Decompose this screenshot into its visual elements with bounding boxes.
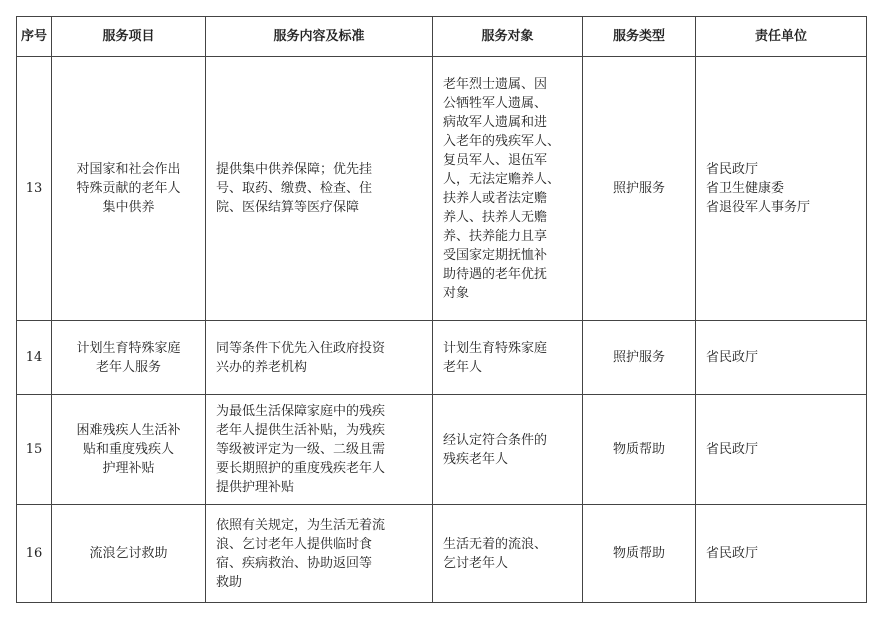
cell-line: 同等条件下优先入住政府投资 xyxy=(216,340,386,356)
cell-line: 老年烈士遗属、因 xyxy=(443,76,548,92)
cell-line: 省卫生健康委 xyxy=(706,181,785,196)
cell-line: 公牺牲军人遗属、 xyxy=(443,95,548,111)
cell-line: 计划生育特殊家庭 xyxy=(76,340,181,356)
service-item xyxy=(52,57,206,321)
service-item xyxy=(52,505,206,603)
cell-line: 生活无着的流浪、 xyxy=(443,536,548,552)
header-type: 服务类型 xyxy=(583,17,696,57)
cell-line: 老年人提供生活补贴，为残疾 xyxy=(216,423,386,438)
header-item: 服务项目 xyxy=(52,17,206,57)
row-number: 15 xyxy=(17,395,52,505)
cell-line: 计划生育特殊家庭 xyxy=(443,340,548,356)
service-content xyxy=(206,321,433,395)
service-type: 照护服务 xyxy=(583,57,696,321)
cell-line: 等级被评定为一级、二级且需 xyxy=(216,442,386,457)
cell-line: 病故军人遗属和进 xyxy=(443,114,548,130)
service-type: 照护服务 xyxy=(583,321,696,395)
service-target xyxy=(433,395,583,505)
cell-line: 特殊贡献的老年人 xyxy=(76,181,181,196)
cell-line: 老年人服务 xyxy=(95,359,161,375)
header-target: 服务对象 xyxy=(433,17,583,57)
cell-line: 省民政厅 xyxy=(706,442,759,457)
cell-line: 兴办的养老机构 xyxy=(216,359,308,375)
responsible-unit xyxy=(696,321,867,395)
header-no: 序号 xyxy=(17,17,52,57)
cell-line: 对国家和社会作出 xyxy=(76,162,181,177)
service-content xyxy=(206,505,433,603)
cell-line: 要长期照护的重度残疾老年人 xyxy=(216,461,386,476)
cell-line: 贴和重度残疾人 xyxy=(82,442,174,457)
cell-line: 号、取药、缴费、检查、住 xyxy=(216,181,373,196)
row-number: 14 xyxy=(17,321,52,395)
cell-line: 院、医保结算等医疗保障 xyxy=(216,200,360,215)
cell-line: 助待遇的老年优抚 xyxy=(443,266,548,282)
cell-line: 依照有关规定，为生活无着流 xyxy=(216,517,386,533)
cell-line: 流浪乞讨救助 xyxy=(89,546,168,561)
row-number: 13 xyxy=(17,57,52,321)
service-target xyxy=(433,321,583,395)
table-row xyxy=(17,321,867,395)
table-row xyxy=(17,57,867,321)
cell-line: 困难残疾人生活补 xyxy=(76,423,181,438)
cell-line: 提供护理补贴 xyxy=(216,480,295,495)
cell-line: 护理补贴 xyxy=(102,461,155,476)
responsible-unit xyxy=(696,395,867,505)
cell-line: 老年人 xyxy=(443,359,483,375)
table-row xyxy=(17,505,867,603)
service-item xyxy=(52,321,206,395)
cell-line: 人，无法定赡养人、 xyxy=(443,171,561,187)
cell-line: 提供集中供养保障；优先挂 xyxy=(216,162,373,177)
cell-line: 救助 xyxy=(216,574,243,590)
cell-line: 残疾老年人 xyxy=(443,451,509,467)
cell-line: 扶养人或者法定赡 xyxy=(443,190,548,206)
service-target xyxy=(433,57,583,321)
cell-line: 养人、扶养人无赡 xyxy=(443,209,548,225)
service-target xyxy=(433,505,583,603)
service-type: 物质帮助 xyxy=(583,395,696,505)
cell-line: 养、扶养能力且享 xyxy=(443,228,548,244)
cell-line: 省民政厅 xyxy=(706,162,759,177)
cell-line: 经认定符合条件的 xyxy=(443,432,548,448)
row-number: 16 xyxy=(17,505,52,603)
table-row xyxy=(17,395,867,505)
cell-line: 省民政厅 xyxy=(706,546,759,561)
cell-line: 集中供养 xyxy=(102,200,155,215)
service-table xyxy=(16,16,867,603)
cell-line: 对象 xyxy=(443,285,470,301)
service-content xyxy=(206,395,433,505)
cell-line: 入老年的残疾军人、 xyxy=(443,133,561,149)
cell-line: 省民政厅 xyxy=(706,350,759,365)
cell-line: 复员军人、退伍军 xyxy=(443,152,548,168)
header-row xyxy=(17,17,867,57)
header-unit: 责任单位 xyxy=(696,17,867,57)
header-content: 服务内容及标准 xyxy=(206,17,433,57)
cell-line: 受国家定期抚恤补 xyxy=(443,247,548,263)
responsible-unit xyxy=(696,57,867,321)
service-type: 物质帮助 xyxy=(583,505,696,603)
service-item xyxy=(52,395,206,505)
service-content xyxy=(206,57,433,321)
cell-line: 乞讨老年人 xyxy=(443,555,509,571)
cell-line: 省退役军人事务厅 xyxy=(706,200,811,215)
cell-line: 为最低生活保障家庭中的残疾 xyxy=(216,404,386,419)
responsible-unit xyxy=(696,505,867,603)
cell-line: 浪、乞讨老年人提供临时食 xyxy=(216,536,373,552)
cell-line: 宿、疾病救治、协助返回等 xyxy=(216,555,373,571)
